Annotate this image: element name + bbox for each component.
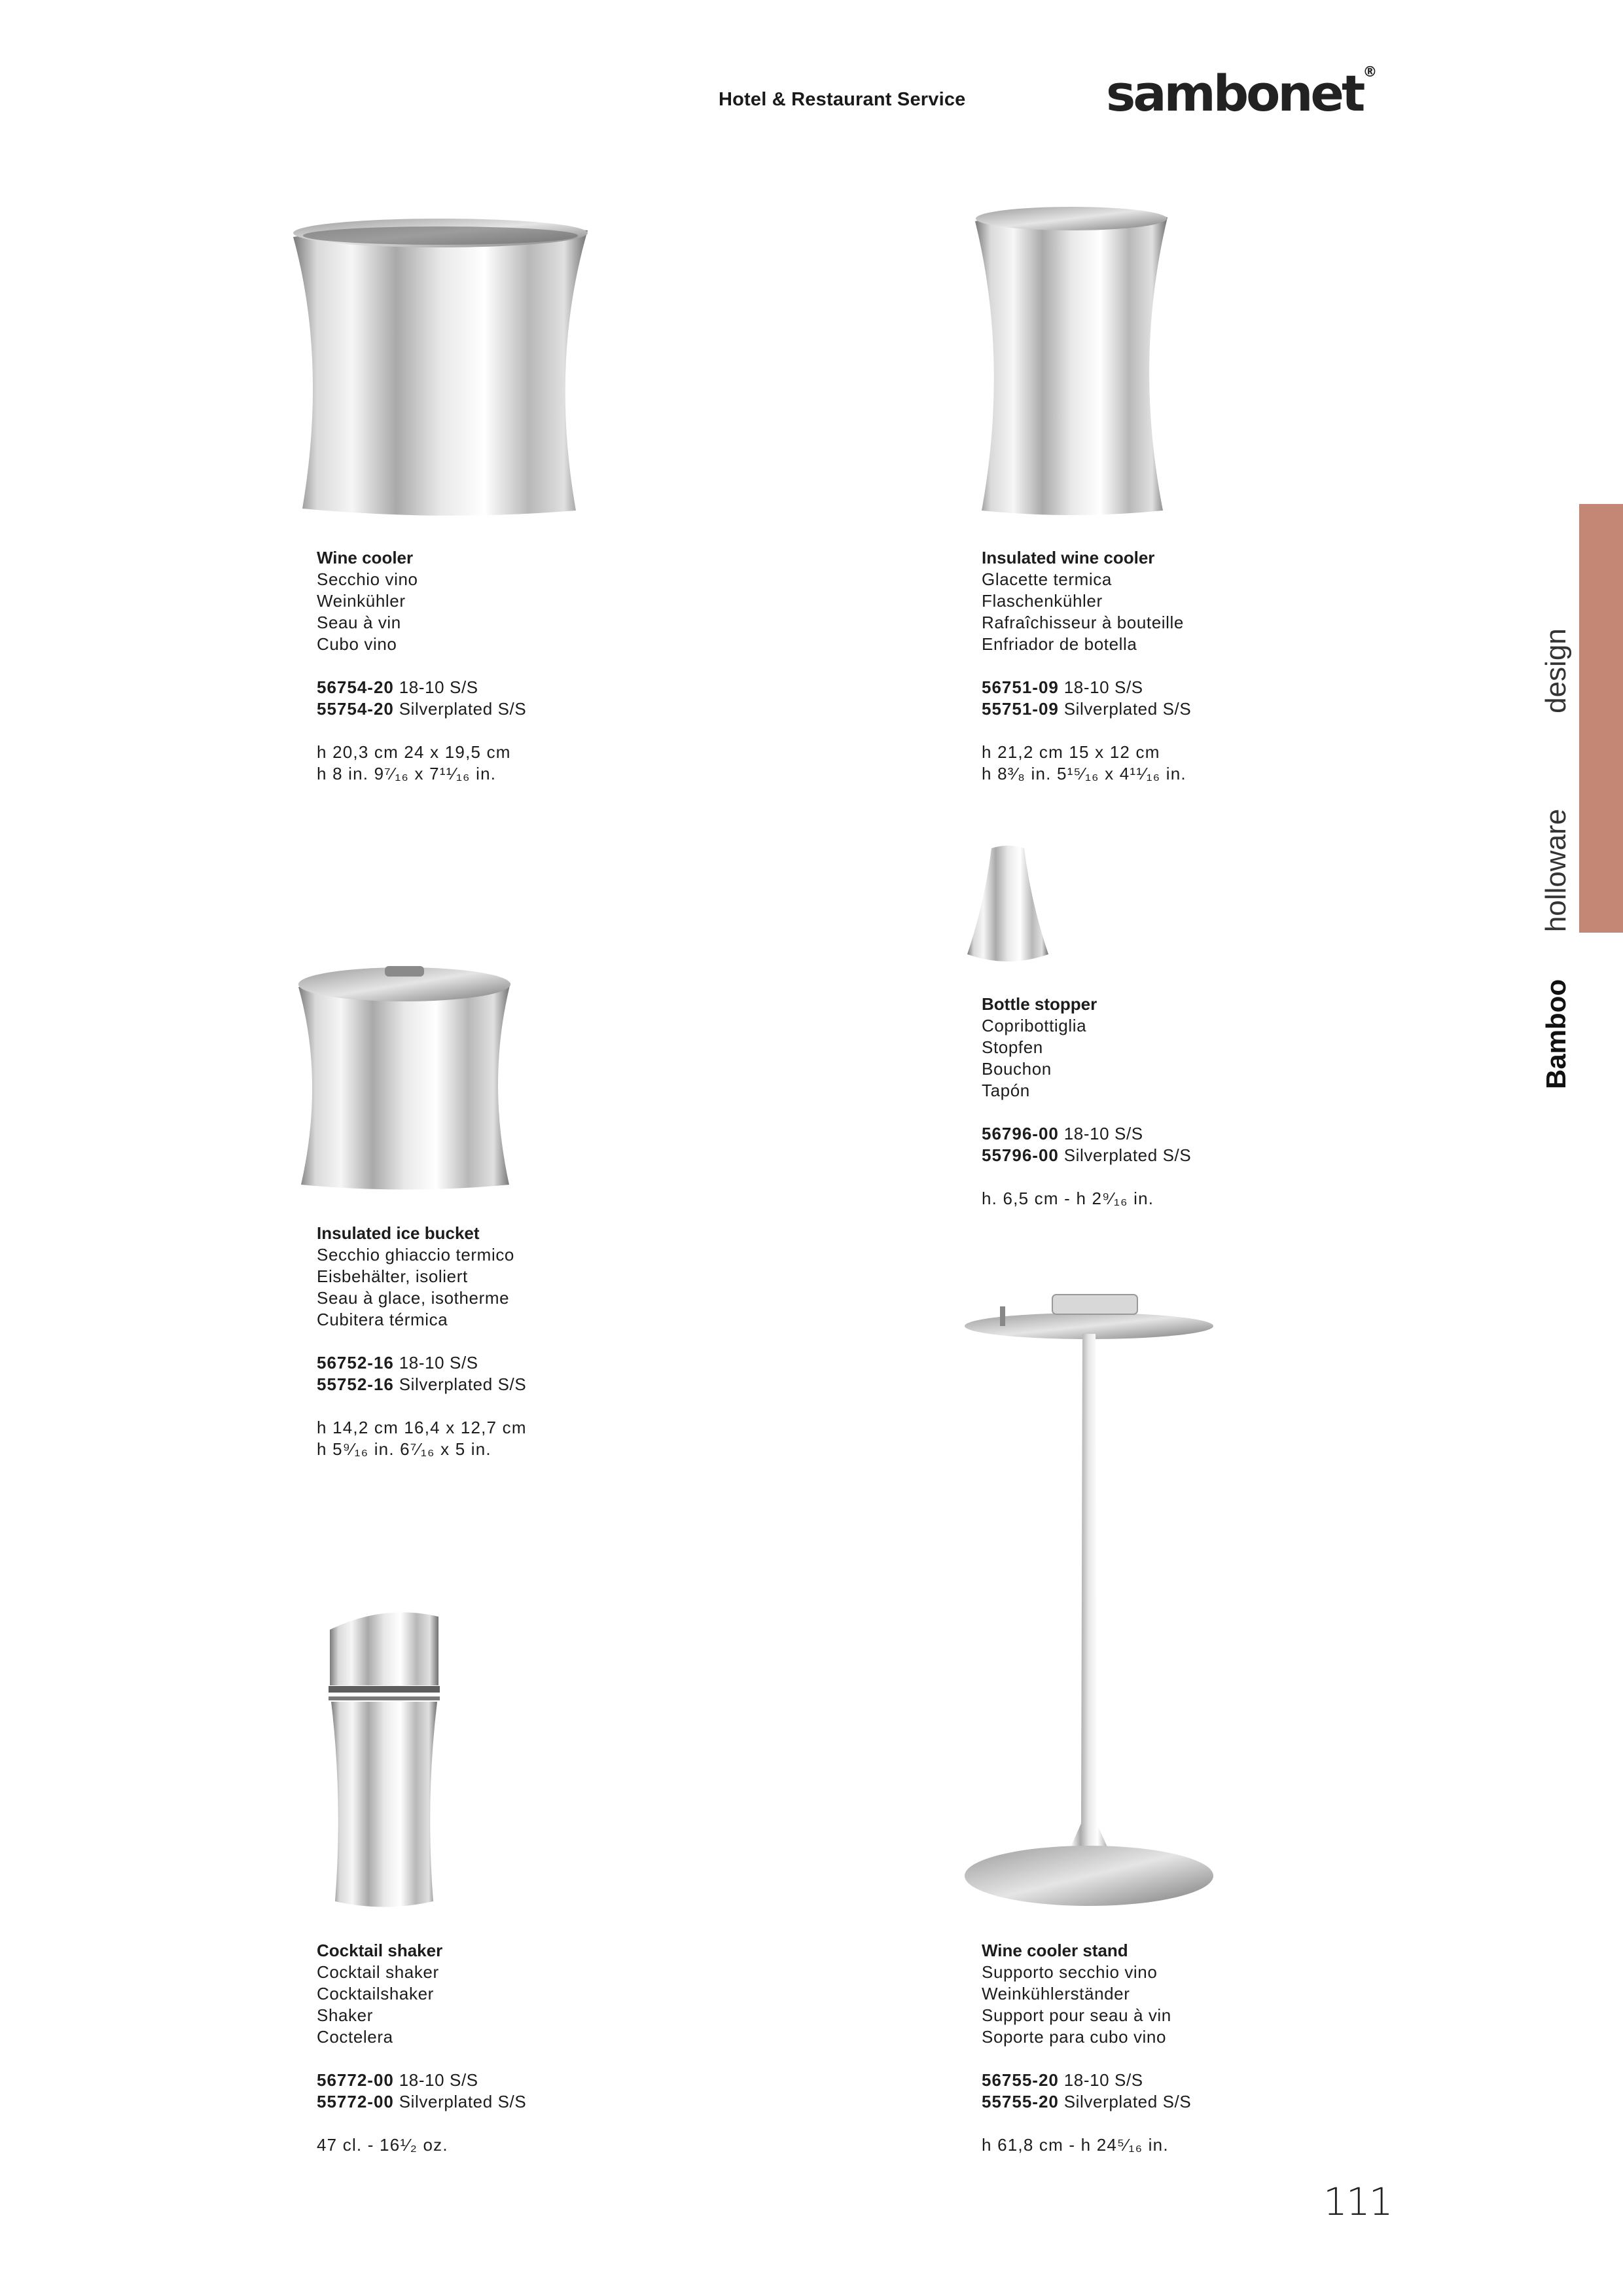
logo-text: sambonet	[1106, 64, 1363, 122]
product-code-line: 56752-16 18-10 S/S	[317, 1353, 478, 1372]
sambonet-logo	[1106, 64, 1377, 122]
translation: Tapón	[982, 1081, 1030, 1100]
translation: Cocktailshaker	[317, 1984, 434, 2003]
product-code-line: 55754-20 Silverplated S/S	[317, 699, 527, 719]
product-code-line: 55752-16 Silverplated S/S	[317, 1374, 527, 1394]
translation: Cubo vino	[317, 634, 397, 654]
product-code-line: 55755-20 Silverplated S/S	[982, 2092, 1192, 2111]
translation: Weinkühler	[317, 591, 406, 611]
product-code-line: 56751-09 18-10 S/S	[982, 677, 1143, 697]
product-wine-cooler	[317, 547, 526, 785]
translation: Secchio ghiaccio termico	[317, 1245, 514, 1265]
translation: Support pour seau à vin	[982, 2005, 1171, 2025]
cocktail-shaker-image	[321, 1604, 446, 1911]
translation: Rafraîchisseur à bouteille	[982, 613, 1184, 632]
translation: Copribottiglia	[982, 1016, 1087, 1035]
page-number: 111	[1323, 2179, 1392, 2224]
translation: Flaschenkühler	[982, 591, 1103, 611]
product-name: Wine cooler stand	[982, 1941, 1128, 1960]
translation: Soporte para cubo vino	[982, 2027, 1167, 2047]
product-code-line: 56754-20 18-10 S/S	[317, 677, 478, 697]
product-code-line: 55751-09 Silverplated S/S	[982, 699, 1192, 719]
translation: Bouchon	[982, 1059, 1052, 1079]
product-code-line: 56772-00 18-10 S/S	[317, 2070, 478, 2090]
product-insulated-wine-cooler	[982, 547, 1191, 785]
product-name: Wine cooler	[317, 548, 414, 567]
translation: Coctelera	[317, 2027, 393, 2047]
bottle-stopper-image	[962, 843, 1054, 965]
product-bottle-stopper	[982, 994, 1191, 1210]
side-label-bamboo: Bamboo	[1541, 979, 1571, 1089]
dimension-line: h 61,8 cm - h 24⁵⁄₁₆ in.	[982, 2135, 1169, 2155]
product-wine-cooler-stand	[982, 1940, 1191, 2156]
translation: Cocktail shaker	[317, 1962, 439, 1982]
dimension-line: h 5⁹⁄₁₆ in. 6⁷⁄₁₆ x 5 in.	[317, 1439, 491, 1459]
dimension-line: h. 6,5 cm - h 2⁹⁄₁₆ in.	[982, 1189, 1154, 1208]
product-code-line: 56755-20 18-10 S/S	[982, 2070, 1143, 2090]
product-code-line: 55772-00 Silverplated S/S	[317, 2092, 527, 2111]
translation: Supporto secchio vino	[982, 1962, 1158, 1982]
insulated-wine-cooler-image	[970, 203, 1173, 517]
translation: Weinkühlerständer	[982, 1984, 1130, 2003]
dimension-line: h 14,2 cm 16,4 x 12,7 cm	[317, 1418, 527, 1437]
product-name: Insulated ice bucket	[317, 1223, 480, 1243]
translation: Glacette termica	[982, 569, 1112, 589]
translation: Cubitera térmica	[317, 1310, 448, 1329]
side-label-design: design	[1540, 628, 1572, 713]
product-name: Bottle stopper	[982, 994, 1097, 1014]
translation: Seau à glace, isotherme	[317, 1288, 510, 1308]
wine-cooler-image	[288, 211, 593, 518]
logo-registered-mark: ®	[1363, 64, 1378, 81]
translation: Eisbehälter, isoliert	[317, 1266, 468, 1286]
product-cocktail-shaker	[317, 1940, 526, 2156]
product-insulated-ice-bucket	[317, 1223, 527, 1460]
dimension-line: 47 cl. - 16¹⁄₂ oz.	[317, 2135, 448, 2155]
translation: Enfriador de botella	[982, 634, 1137, 654]
wine-cooler-stand-image	[961, 1287, 1217, 1915]
translation: Secchio vino	[317, 569, 418, 589]
dimension-line: h 20,3 cm 24 x 19,5 cm	[317, 742, 511, 762]
translation: Stopfen	[982, 1037, 1043, 1057]
translation: Shaker	[317, 2005, 373, 2025]
header-service-title: Hotel & Restaurant Service	[719, 89, 966, 110]
product-code-line: 56796-00 18-10 S/S	[982, 1124, 1143, 1143]
dimension-line: h 21,2 cm 15 x 12 cm	[982, 742, 1160, 762]
dimension-line: h 8 in. 9⁷⁄₁₆ x 7¹¹⁄₁₆ in.	[317, 764, 497, 783]
insulated-ice-bucket-image	[293, 962, 516, 1191]
dimension-line: h 8³⁄₈ in. 5¹⁵⁄₁₆ x 4¹¹⁄₁₆ in.	[982, 764, 1186, 783]
product-code-line: 55796-00 Silverplated S/S	[982, 1145, 1192, 1165]
product-name: Insulated wine cooler	[982, 548, 1155, 567]
side-label-holloware: holloware	[1540, 808, 1572, 933]
product-name: Cocktail shaker	[317, 1941, 443, 1960]
translation: Seau à vin	[317, 613, 401, 632]
section-tab-accent	[1579, 504, 1623, 933]
